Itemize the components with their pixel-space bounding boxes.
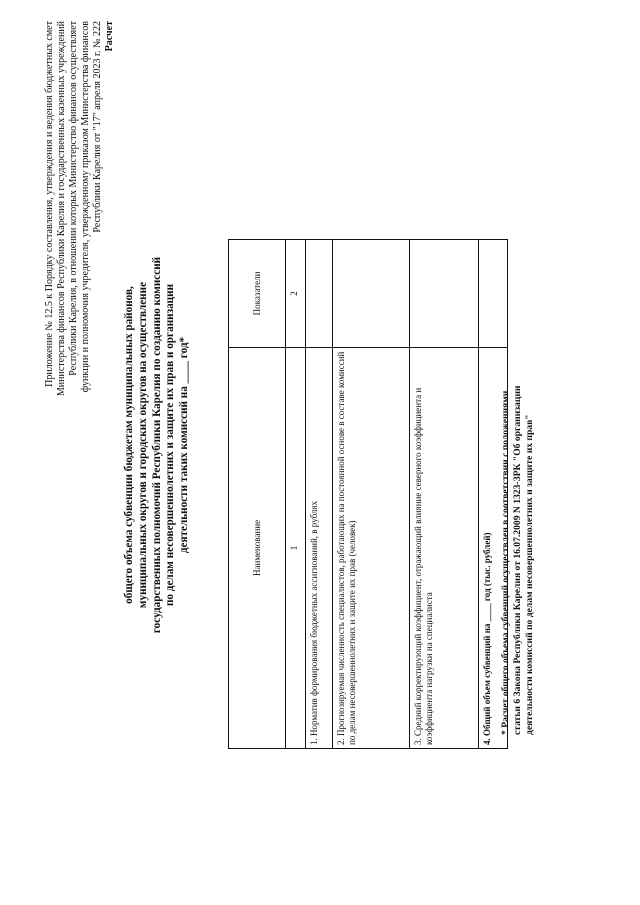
row-value (306, 240, 333, 348)
table-row (333, 240, 410, 749)
appendix-line: Республики Карелия от "17" апреля 2023 г. № 222 (92, 21, 103, 233)
row-name: 1. Норматив формирования бюджетных ассигнований, в рублях (306, 347, 333, 748)
column-header-name: Наименование (229, 347, 286, 748)
row-name: 4. Общий объем субвенций на ____ год (тыс. рублей) (479, 347, 508, 748)
footnote-line: статьи 6 Закона Республики Карелия от 16.07.2009 N 1323-ЗРК "Об организации (512, 385, 523, 735)
appendix-line: Приложение № 12.5 к Порядку составления, утверждения и ведения бюджетных смет (44, 21, 55, 387)
appendix-line: функции и полномочия учредителя, утвержденному приказом Министерства финансов (80, 21, 91, 393)
table-row (306, 240, 333, 749)
heading-line: общего объема субвенции бюджетам муниципальных районов, (123, 286, 135, 604)
heading-line: государственных полномочий Республики Карелия по созданию комиссий (150, 256, 163, 634)
column-number: 1 (286, 347, 306, 748)
appendix-line: Республики Карелия, в отношении которых Министерство финансов осуществляет (68, 21, 79, 376)
heading-line: муниципальных округов и городских округов на осуществление (136, 281, 149, 609)
appendix-header (44, 21, 116, 425)
table-header-row (229, 240, 286, 749)
table-row (410, 240, 479, 749)
row-value (333, 240, 410, 348)
row-name: 2. Прогнозируемая численность специалистов, работающих на постоянной основе в составе комиссий по делам несовершеннолетних и защите их прав (человек) (333, 347, 410, 748)
calculation-title: Расчет (104, 21, 115, 52)
document-heading (123, 185, 192, 705)
calculation-table (228, 239, 508, 749)
footnote-line: деятельности комиссий по делам несовершеннолетних и защите их прав" (524, 414, 535, 735)
column-number-row (286, 240, 306, 749)
column-header-value: Показатели (229, 240, 286, 348)
row-value (410, 240, 479, 348)
appendix-line: Министерства финансов Республики Карелия и государственных казенных учреждений (56, 21, 67, 397)
heading-line: деятельности таких комиссий на ____ год* (178, 336, 191, 554)
column-number: 2 (286, 240, 306, 348)
footnote (500, 215, 536, 735)
heading-line: по делам несовершеннолетних и защите их прав и организации (164, 283, 177, 607)
footnote-line: * Расчет общего объема субвенций осуществлен в соответствии с положениями (500, 390, 511, 735)
row-name: 3. Средний корректирующий коэффициент, отражающий влияние северного коэффициента и коэффициента нагрузки на специалиста (410, 347, 479, 748)
